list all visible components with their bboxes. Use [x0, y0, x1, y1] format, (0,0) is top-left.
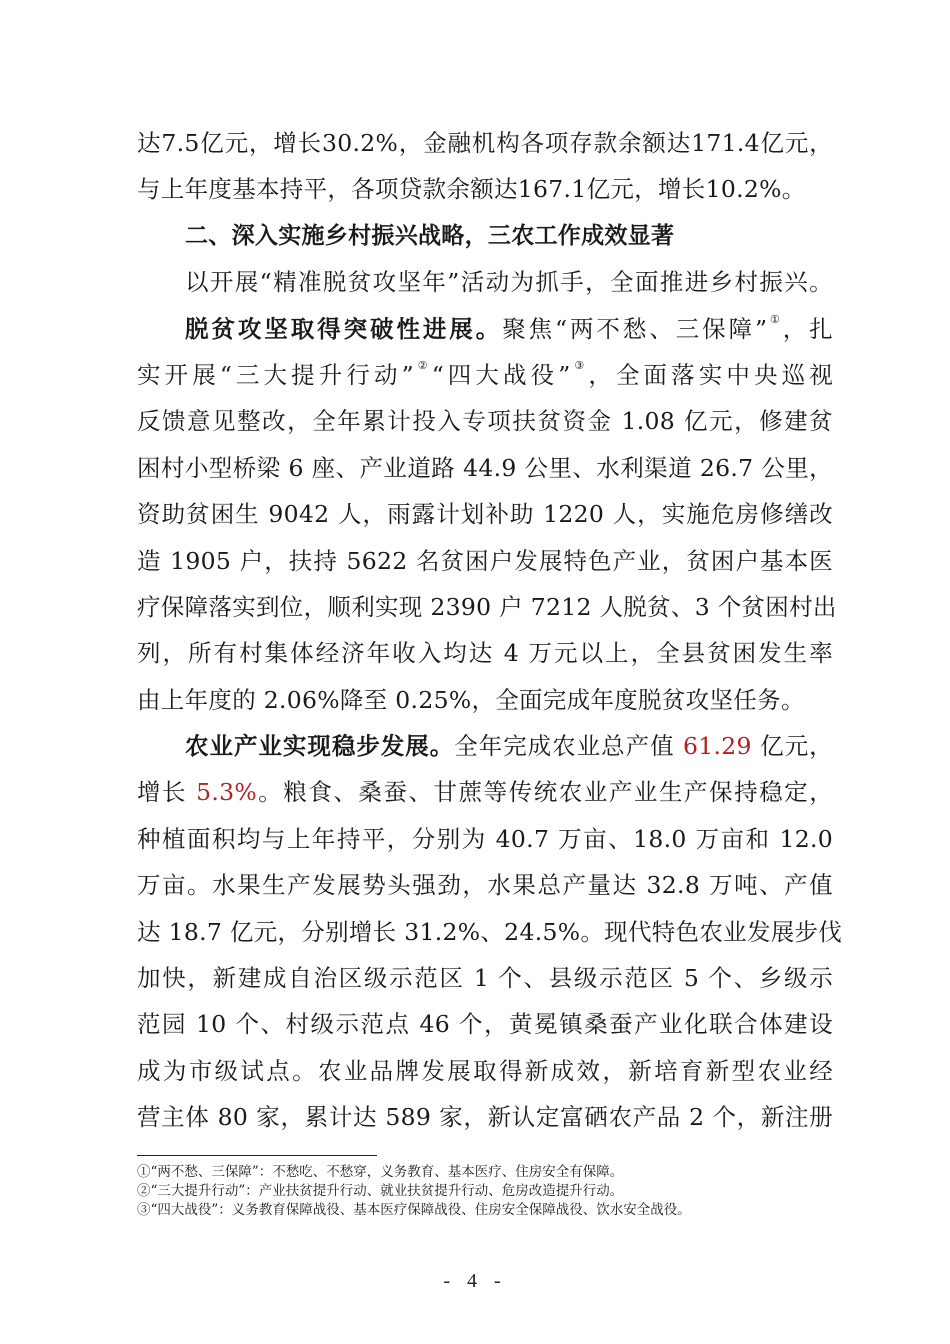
footnotes [137, 1163, 857, 1220]
agri-growth-value: 5.3% [196, 778, 258, 807]
footnote-ref-2[interactable]: ② [413, 358, 432, 372]
body-line: 与上年度基本持平，各项贷款余额达167.1亿元，增长10.2%。 [137, 175, 806, 204]
poverty-paragraph-line: 资助贫困生 9042 人，雨露计划补助 1220 人，实施危房修缮改 [137, 500, 833, 529]
footnote-ref-3[interactable]: ③ [570, 358, 589, 372]
agri-paragraph-line: 范园 10 个、村级示范点 46 个，黄冕镇桑蚕产业化联合体建设 [137, 1010, 833, 1039]
agri-paragraph-line: 达 18.7 亿元，分别增长 31.2%、24.5%。现代特色农业发展步伐 [137, 917, 843, 946]
agri-paragraph-line: 种植面积均与上年持平，分别为 40.7 万亩、18.0 万亩和 12.0 [137, 824, 833, 853]
poverty-paragraph-line: 由上年度的 2.06%降至 0.25%，全面完成年度脱贫攻坚任务。 [137, 685, 805, 714]
poverty-paragraph-line: 造 1905 户，扶持 5622 名贫困户发展特色产业，贫困户基本医 [137, 546, 833, 575]
body-line: 达7.5亿元，增长30.2%，金融机构各项存款余额达171.4亿元， [137, 129, 833, 157]
footnote-1: ①“两不愁、三保障”：不愁吃、不愁穿，义务教育、基本医疗、住房安全有保障。 [137, 1164, 624, 1180]
agri-paragraph-line: 万亩。水果生产发展势头强劲，水果总产量达 32.8 万吨、产值 [137, 871, 833, 900]
agri-output-value: 61.29 [683, 732, 752, 761]
poverty-text: 实开展“三大提升行动” [137, 360, 414, 389]
poverty-lead-heading: 脱贫攻坚取得突破性进展。 [185, 314, 503, 343]
poverty-text: ，扎 [782, 314, 833, 343]
intro-line: 以开展“精准脱贫攻坚年”活动为抓手，全面推进乡村振兴。 [185, 268, 833, 297]
poverty-paragraph-line: 困村小型桥梁 6 座、产业道路 44.9 公里、水利渠道 26.7 公里， [137, 453, 833, 482]
agri-text: 。粮食、桑蚕、甘蔗等传统农业产业生产保持稳定， [257, 778, 833, 807]
document-page [137, 120, 843, 1141]
footnote-2: ②“三大提升行动”：产业扶贫提升行动、就业扶贫提升行动、危房改造提升行动。 [137, 1183, 624, 1199]
footnote-ref-1[interactable]: ① [767, 312, 783, 326]
agri-paragraph-line: 加快，新建成自治区级示范区 1 个、县级示范区 5 个、乡级示 [137, 964, 833, 993]
agri-paragraph-line-1 [137, 723, 833, 769]
agri-paragraph-line: 营主体 80 家，累计达 589 家，新认定富硒农产品 2 个，新注册 [137, 1103, 833, 1132]
footnote-divider [137, 1155, 377, 1156]
agri-paragraph-line: 成为市级试点。农业品牌发展取得新成效，新培育新型农业经 [137, 1056, 833, 1085]
poverty-paragraph-line-1 [137, 306, 833, 352]
poverty-paragraph-line-2 [137, 352, 833, 398]
footnote-3: ③“四大战役”：义务教育保障战役、基本医疗保障战役、住房安全保障战役、饮水安全战役。 [137, 1202, 691, 1218]
poverty-text: “四大战役” [431, 360, 571, 389]
poverty-text: 聚焦“两不愁、三保障” [502, 314, 768, 343]
agri-lead-heading: 农业产业实现稳步发展。 [185, 732, 455, 761]
poverty-text: ，全面落实中央巡视 [588, 360, 834, 389]
poverty-paragraph-line: 反馈意见整改，全年累计投入专项扶贫资金 1.08 亿元，修建贫 [137, 407, 833, 436]
page-number: - 4 - [443, 1270, 507, 1292]
poverty-paragraph-line: 列，所有村集体经济年收入均达 4 万元以上，全县贫困发生率 [137, 639, 833, 668]
agri-text: 全年完成农业总产值 [454, 732, 683, 761]
section-heading: 二、深入实施乡村振兴战略，三农工作成效显著 [185, 222, 675, 249]
agri-paragraph-line-2 [137, 769, 833, 815]
poverty-paragraph-line: 疗保障落实到位，顺利实现 2390 户 7212 人脱贫、3 个贫困村出 [137, 592, 837, 621]
agri-text: 亿元， [751, 732, 833, 761]
agri-text: 增长 [137, 778, 197, 807]
